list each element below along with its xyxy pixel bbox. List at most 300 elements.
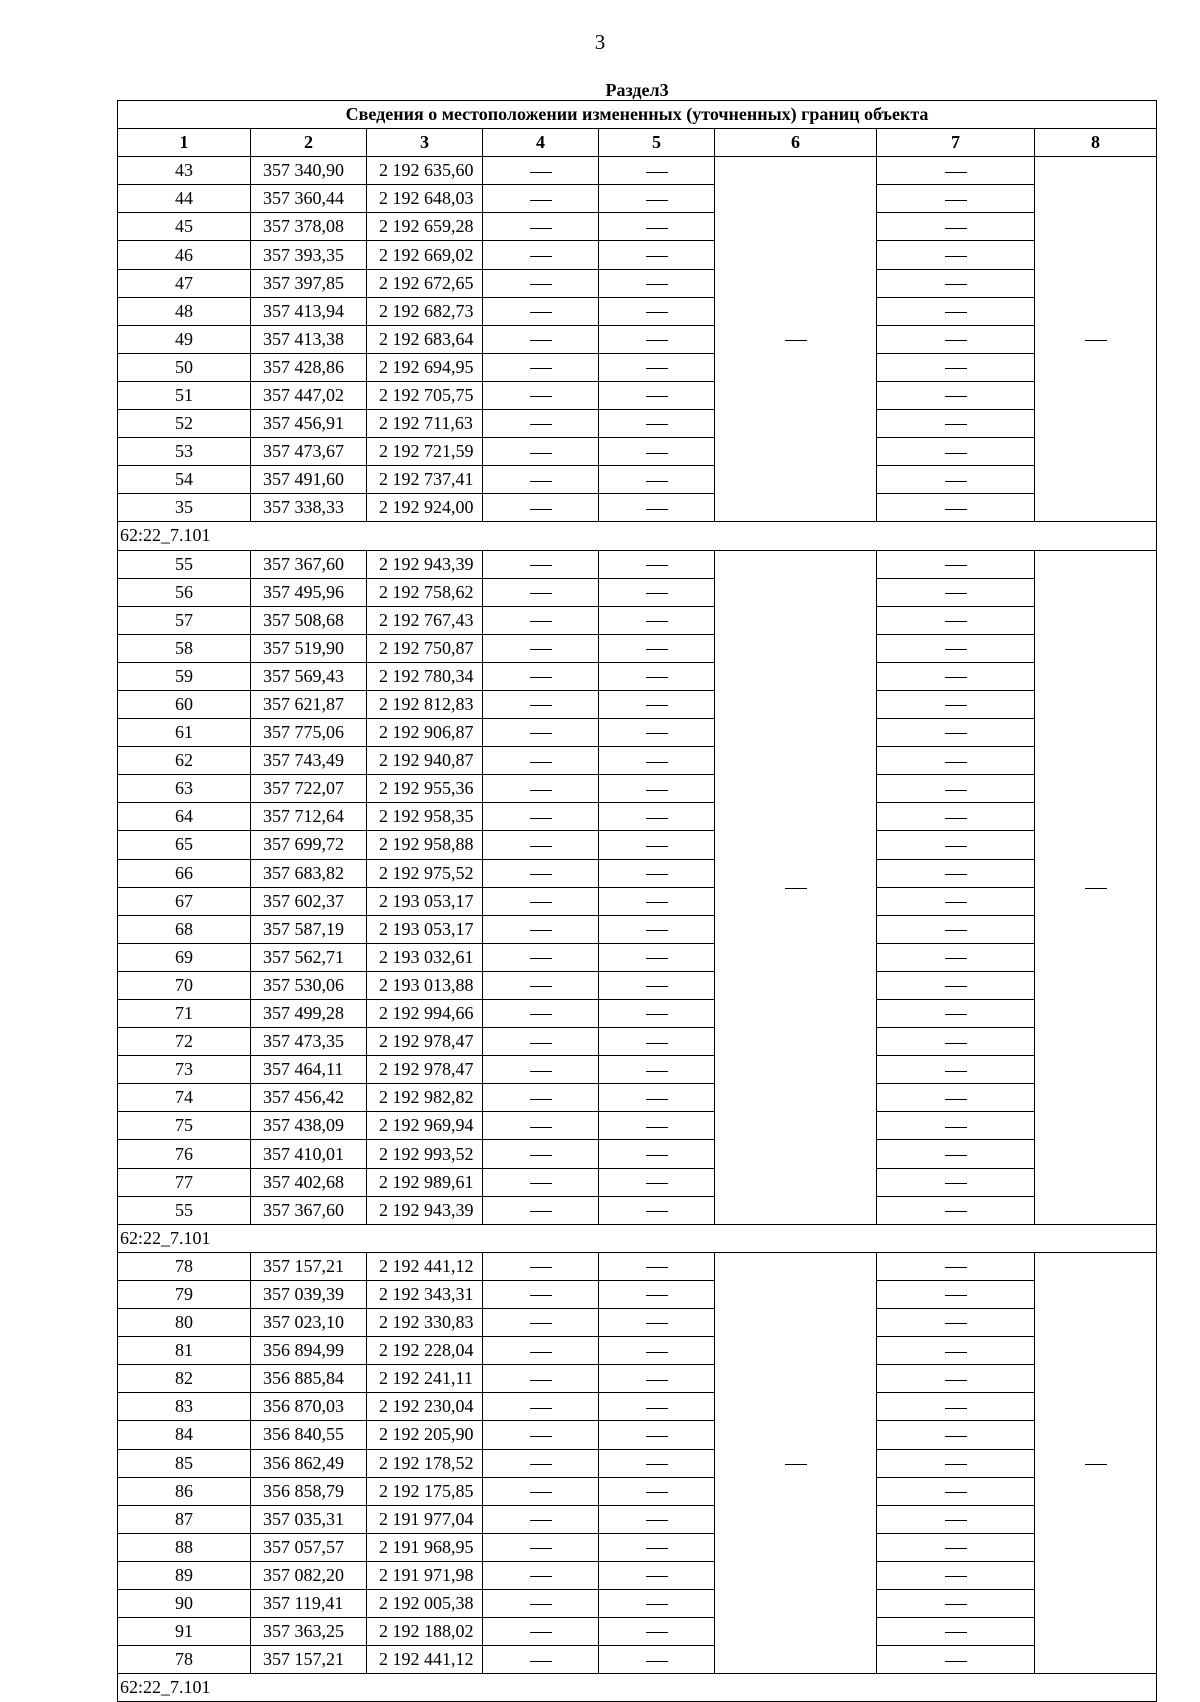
column-7-cell [877, 887, 1035, 915]
x-coordinate-cell: 357 402,68 [251, 1168, 367, 1196]
dash-mark [530, 1014, 552, 1015]
dash-mark [945, 874, 967, 875]
point-number-cell: 67 [118, 887, 251, 915]
dash-mark [646, 1548, 668, 1549]
column-4-cell [483, 1196, 599, 1224]
dash-mark [945, 705, 967, 706]
column-7-cell [877, 213, 1035, 241]
column-4-cell [483, 1505, 599, 1533]
dash-mark [530, 1380, 552, 1381]
column-7-cell [877, 971, 1035, 999]
dash-mark [945, 1492, 967, 1493]
dash-mark [646, 1295, 668, 1296]
column-5-cell [599, 1449, 715, 1477]
dash-mark [646, 762, 668, 763]
dash-mark [646, 593, 668, 594]
column-4-cell [483, 831, 599, 859]
x-coordinate-cell: 357 428,86 [251, 353, 367, 381]
column-7-cell [877, 747, 1035, 775]
column-7-cell [877, 1084, 1035, 1112]
dash-mark [945, 1155, 967, 1156]
x-coordinate-cell: 357 367,60 [251, 550, 367, 578]
point-number-cell: 76 [118, 1140, 251, 1168]
column-4-cell [483, 719, 599, 747]
point-number-cell: 60 [118, 690, 251, 718]
dash-mark [945, 1127, 967, 1128]
x-coordinate-cell: 357 464,11 [251, 1056, 367, 1084]
dash-mark [945, 172, 967, 173]
y-coordinate-cell: 2 192 441,12 [367, 1252, 483, 1280]
point-number-cell: 79 [118, 1280, 251, 1308]
column-8-merged-cell [1035, 550, 1157, 1224]
dash-mark [530, 874, 552, 875]
column-7-cell [877, 831, 1035, 859]
column-5-cell [599, 1561, 715, 1589]
column-4-cell [483, 1421, 599, 1449]
dash-mark [945, 649, 967, 650]
dash-mark [945, 256, 967, 257]
point-number-cell: 86 [118, 1477, 251, 1505]
column-header-5: 5 [599, 129, 715, 157]
point-number-cell: 84 [118, 1421, 251, 1449]
x-coordinate-cell: 357 340,90 [251, 157, 367, 185]
column-4-cell [483, 1646, 599, 1674]
y-coordinate-cell: 2 192 635,60 [367, 157, 483, 185]
column-5-cell [599, 662, 715, 690]
column-5-cell [599, 157, 715, 185]
column-4-cell [483, 1168, 599, 1196]
table-row [118, 971, 1157, 999]
dash-mark [945, 424, 967, 425]
table-row [118, 1449, 1157, 1477]
dash-mark [530, 818, 552, 819]
dash-mark [530, 1548, 552, 1549]
table-row [118, 831, 1157, 859]
column-5-cell [599, 1505, 715, 1533]
x-coordinate-cell: 357 456,91 [251, 410, 367, 438]
column-4-cell [483, 297, 599, 325]
column-7-cell [877, 803, 1035, 831]
x-coordinate-cell: 357 587,19 [251, 915, 367, 943]
point-number-cell: 68 [118, 915, 251, 943]
column-5-cell [599, 775, 715, 803]
column-4-cell [483, 1477, 599, 1505]
point-number-cell: 57 [118, 606, 251, 634]
column-4-cell [483, 747, 599, 775]
column-5-cell [599, 1589, 715, 1617]
y-coordinate-cell: 2 192 969,94 [367, 1112, 483, 1140]
column-4-cell [483, 1365, 599, 1393]
y-coordinate-cell: 2 192 978,47 [367, 1056, 483, 1084]
x-coordinate-cell: 357 413,94 [251, 297, 367, 325]
dash-mark [646, 818, 668, 819]
x-coordinate-cell: 357 410,01 [251, 1140, 367, 1168]
dash-mark [646, 396, 668, 397]
x-coordinate-cell: 357 562,71 [251, 943, 367, 971]
column-5-cell [599, 353, 715, 381]
column-7-cell [877, 1505, 1035, 1533]
point-number-cell: 52 [118, 410, 251, 438]
x-coordinate-cell: 357 035,31 [251, 1505, 367, 1533]
column-4-cell [483, 1056, 599, 1084]
dash-mark [530, 312, 552, 313]
dash-mark [646, 986, 668, 987]
dash-mark [530, 733, 552, 734]
table-row [118, 1421, 1157, 1449]
x-coordinate-cell: 357 119,41 [251, 1589, 367, 1617]
column-5-cell [599, 325, 715, 353]
column-7-cell [877, 662, 1035, 690]
y-coordinate-cell: 2 191 977,04 [367, 1505, 483, 1533]
dash-mark [646, 565, 668, 566]
table-row [118, 1168, 1157, 1196]
y-coordinate-cell: 2 192 994,66 [367, 1000, 483, 1028]
table-row [118, 1393, 1157, 1421]
column-4-cell [483, 606, 599, 634]
dash-mark [646, 1267, 668, 1268]
dash-mark [646, 1492, 668, 1493]
dash-mark [945, 453, 967, 454]
column-7-cell [877, 775, 1035, 803]
column-5-cell [599, 1421, 715, 1449]
dash-mark [945, 565, 967, 566]
column-4-cell [483, 1561, 599, 1589]
point-number-cell: 56 [118, 578, 251, 606]
y-coordinate-cell: 2 192 780,34 [367, 662, 483, 690]
dash-mark [530, 396, 552, 397]
column-5-cell [599, 887, 715, 915]
column-5-cell [599, 1618, 715, 1646]
column-5-cell [599, 1252, 715, 1280]
dash-mark [646, 256, 668, 257]
dash-mark [945, 733, 967, 734]
dash-mark [646, 621, 668, 622]
table-row [118, 606, 1157, 634]
y-coordinate-cell: 2 192 982,82 [367, 1084, 483, 1112]
table-row [118, 662, 1157, 690]
dash-mark [530, 509, 552, 510]
dash-mark [646, 200, 668, 201]
column-5-cell [599, 1196, 715, 1224]
dash-mark [646, 509, 668, 510]
column-4-cell [483, 1533, 599, 1561]
dash-mark [646, 1127, 668, 1128]
dash-mark [945, 1295, 967, 1296]
column-4-cell [483, 1589, 599, 1617]
table-caption: Сведения о местоположении измененных (уточненных) границ объекта [118, 101, 1157, 129]
dash-mark [530, 1071, 552, 1072]
dash-mark [1085, 888, 1107, 889]
table-row [118, 634, 1157, 662]
dash-mark [945, 902, 967, 903]
x-coordinate-cell: 357 602,37 [251, 887, 367, 915]
point-number-cell: 87 [118, 1505, 251, 1533]
column-7-cell [877, 719, 1035, 747]
column-5-cell [599, 831, 715, 859]
dash-mark [945, 1211, 967, 1212]
x-coordinate-cell: 357 722,07 [251, 775, 367, 803]
x-coordinate-cell: 357 621,87 [251, 690, 367, 718]
column-7-cell [877, 1280, 1035, 1308]
column-7-cell [877, 297, 1035, 325]
dash-mark [646, 733, 668, 734]
dash-mark [945, 1267, 967, 1268]
dash-mark [530, 1323, 552, 1324]
x-coordinate-cell: 357 057,57 [251, 1533, 367, 1561]
column-4-cell [483, 1140, 599, 1168]
x-coordinate-cell: 357 413,38 [251, 325, 367, 353]
table-row [118, 438, 1157, 466]
y-coordinate-cell: 2 192 711,63 [367, 410, 483, 438]
dash-mark [530, 1464, 552, 1465]
table-row [118, 1056, 1157, 1084]
table-row [118, 410, 1157, 438]
y-coordinate-cell: 2 192 005,38 [367, 1589, 483, 1617]
dash-mark [945, 1464, 967, 1465]
x-coordinate-cell: 357 157,21 [251, 1252, 367, 1280]
dash-mark [530, 762, 552, 763]
column-5-cell [599, 269, 715, 297]
dash-mark [646, 677, 668, 678]
x-coordinate-cell: 357 082,20 [251, 1561, 367, 1589]
dash-mark [530, 930, 552, 931]
column-4-cell [483, 213, 599, 241]
column-5-cell [599, 1056, 715, 1084]
column-7-cell [877, 1252, 1035, 1280]
column-5-cell [599, 606, 715, 634]
column-4-cell [483, 859, 599, 887]
point-number-cell: 55 [118, 1196, 251, 1224]
column-4-cell [483, 325, 599, 353]
dash-mark [945, 396, 967, 397]
y-coordinate-cell: 2 192 659,28 [367, 213, 483, 241]
y-coordinate-cell: 2 192 648,03 [367, 185, 483, 213]
column-7-cell [877, 1196, 1035, 1224]
point-number-cell: 83 [118, 1393, 251, 1421]
dash-mark [646, 1323, 668, 1324]
column-header-1: 1 [118, 129, 251, 157]
cadastral-block-label: 62:22_7.101 [118, 1674, 1157, 1702]
group-label-row [118, 522, 1157, 550]
dash-mark [646, 481, 668, 482]
dash-mark [646, 368, 668, 369]
column-4-cell [483, 578, 599, 606]
column-4-cell [483, 634, 599, 662]
x-coordinate-cell: 357 039,39 [251, 1280, 367, 1308]
point-number-cell: 51 [118, 381, 251, 409]
column-5-cell [599, 241, 715, 269]
dash-mark [945, 1071, 967, 1072]
dash-mark [945, 1323, 967, 1324]
x-coordinate-cell: 357 473,35 [251, 1028, 367, 1056]
dash-mark [646, 874, 668, 875]
dash-mark [945, 1436, 967, 1437]
point-number-cell: 50 [118, 353, 251, 381]
column-7-cell [877, 550, 1035, 578]
y-coordinate-cell: 2 192 975,52 [367, 859, 483, 887]
x-coordinate-cell: 356 858,79 [251, 1477, 367, 1505]
table-row [118, 1589, 1157, 1617]
column-7-cell [877, 410, 1035, 438]
column-5-cell [599, 550, 715, 578]
column-header-2: 2 [251, 129, 367, 157]
y-coordinate-cell: 2 192 978,47 [367, 1028, 483, 1056]
column-7-cell [877, 353, 1035, 381]
point-number-cell: 71 [118, 1000, 251, 1028]
column-5-cell [599, 1112, 715, 1140]
group-label-row [118, 1224, 1157, 1252]
dash-mark [945, 1352, 967, 1353]
dash-mark [530, 902, 552, 903]
column-4-cell [483, 1449, 599, 1477]
table-row [118, 1112, 1157, 1140]
cadastral-block-label: 62:22_7.101 [118, 522, 1157, 550]
column-5-cell [599, 943, 715, 971]
y-coordinate-cell: 2 192 812,83 [367, 690, 483, 718]
x-coordinate-cell: 356 894,99 [251, 1337, 367, 1365]
column-7-cell [877, 1561, 1035, 1589]
x-coordinate-cell: 357 363,25 [251, 1618, 367, 1646]
dash-mark [785, 1464, 807, 1465]
dash-mark [945, 1604, 967, 1605]
dash-mark [530, 1211, 552, 1212]
x-coordinate-cell: 357 338,33 [251, 494, 367, 522]
column-header-4: 4 [483, 129, 599, 157]
point-number-cell: 48 [118, 297, 251, 325]
table-row [118, 1140, 1157, 1168]
column-7-cell [877, 1365, 1035, 1393]
table-row [118, 1084, 1157, 1112]
table-row [118, 325, 1157, 353]
x-coordinate-cell: 357 499,28 [251, 1000, 367, 1028]
point-number-cell: 69 [118, 943, 251, 971]
column-4-cell [483, 1252, 599, 1280]
dash-mark [945, 762, 967, 763]
column-6-merged-cell [715, 157, 877, 522]
point-number-cell: 43 [118, 157, 251, 185]
column-7-cell [877, 1168, 1035, 1196]
dash-mark [646, 846, 668, 847]
dash-mark [945, 509, 967, 510]
column-7-cell [877, 1140, 1035, 1168]
dash-mark [646, 649, 668, 650]
column-5-cell [599, 410, 715, 438]
y-coordinate-cell: 2 192 750,87 [367, 634, 483, 662]
dash-mark [530, 1632, 552, 1633]
column-4-cell [483, 1337, 599, 1365]
y-coordinate-cell: 2 192 230,04 [367, 1393, 483, 1421]
column-7-cell [877, 269, 1035, 297]
dash-mark [945, 1632, 967, 1633]
column-5-cell [599, 1000, 715, 1028]
dash-mark [945, 1520, 967, 1521]
x-coordinate-cell: 357 743,49 [251, 747, 367, 775]
dash-mark [530, 1492, 552, 1493]
table-row [118, 550, 1157, 578]
column-5-cell [599, 297, 715, 325]
table-row [118, 1028, 1157, 1056]
column-7-cell [877, 1477, 1035, 1505]
table-row [118, 157, 1157, 185]
point-number-cell: 77 [118, 1168, 251, 1196]
point-number-cell: 59 [118, 662, 251, 690]
point-number-cell: 82 [118, 1365, 251, 1393]
table-row [118, 1252, 1157, 1280]
dash-mark [646, 958, 668, 959]
column-7-cell [877, 1533, 1035, 1561]
point-number-cell: 89 [118, 1561, 251, 1589]
dash-mark [530, 256, 552, 257]
dash-mark [945, 677, 967, 678]
dash-mark [530, 1352, 552, 1353]
dash-mark [945, 1576, 967, 1577]
table-row [118, 1561, 1157, 1589]
x-coordinate-cell: 357 712,64 [251, 803, 367, 831]
dash-mark [945, 481, 967, 482]
table-row [118, 1646, 1157, 1674]
column-4-cell [483, 1280, 599, 1308]
dash-mark [945, 593, 967, 594]
y-coordinate-cell: 2 192 758,62 [367, 578, 483, 606]
dash-mark [530, 172, 552, 173]
x-coordinate-cell: 356 862,49 [251, 1449, 367, 1477]
y-coordinate-cell: 2 192 241,11 [367, 1365, 483, 1393]
column-7-cell [877, 325, 1035, 353]
column-7-cell [877, 1337, 1035, 1365]
point-number-cell: 78 [118, 1252, 251, 1280]
dash-mark [646, 1043, 668, 1044]
point-number-cell: 78 [118, 1646, 251, 1674]
dash-mark [945, 1014, 967, 1015]
column-5-cell [599, 1084, 715, 1112]
column-6-merged-cell [715, 550, 877, 1224]
x-coordinate-cell: 357 699,72 [251, 831, 367, 859]
y-coordinate-cell: 2 193 053,17 [367, 887, 483, 915]
x-coordinate-cell: 357 023,10 [251, 1309, 367, 1337]
table-row [118, 1280, 1157, 1308]
point-number-cell: 90 [118, 1589, 251, 1617]
column-header-6: 6 [715, 129, 877, 157]
table-row [118, 1196, 1157, 1224]
dash-mark [646, 424, 668, 425]
column-4-cell [483, 410, 599, 438]
point-number-cell: 91 [118, 1618, 251, 1646]
y-coordinate-cell: 2 192 694,95 [367, 353, 483, 381]
dash-mark [530, 1099, 552, 1100]
dash-mark [530, 1520, 552, 1521]
column-7-cell [877, 1421, 1035, 1449]
table-row [118, 269, 1157, 297]
x-coordinate-cell: 356 885,84 [251, 1365, 367, 1393]
point-number-cell: 62 [118, 747, 251, 775]
column-5-cell [599, 719, 715, 747]
point-number-cell: 65 [118, 831, 251, 859]
column-5-cell [599, 859, 715, 887]
column-5-cell [599, 915, 715, 943]
x-coordinate-cell: 357 473,67 [251, 438, 367, 466]
dash-mark [530, 986, 552, 987]
point-number-cell: 81 [118, 1337, 251, 1365]
point-number-cell: 58 [118, 634, 251, 662]
dash-mark [646, 790, 668, 791]
dash-mark [646, 284, 668, 285]
table-row [118, 1000, 1157, 1028]
column-7-cell [877, 438, 1035, 466]
column-5-cell [599, 1337, 715, 1365]
x-coordinate-cell: 357 775,06 [251, 719, 367, 747]
dash-mark [646, 1464, 668, 1465]
dash-mark [646, 1099, 668, 1100]
